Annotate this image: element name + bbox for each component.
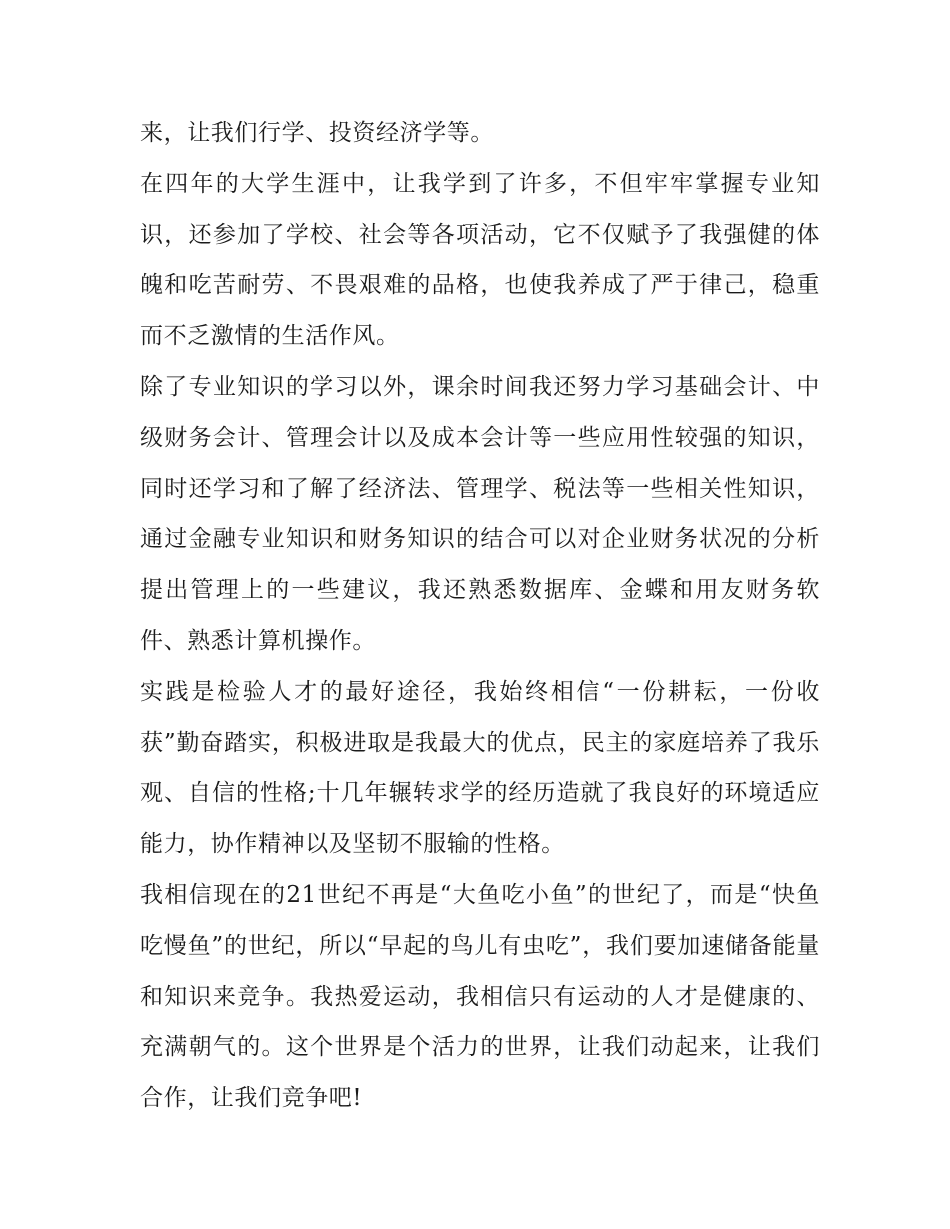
document-body <box>140 108 820 1124</box>
paragraph-intro-fragment: 来，让我们行学、投资经济学等。 <box>140 120 494 146</box>
paragraph-practice-character: 实践是检验人才的最好途径，我始终相信“一份耕耘，一份收获”勤奋踏实，积极进取是我最大的优点，民主的家庭培养了我乐观、自信的性格;十几年辗转求学的经历造就了我良好的环境适应能力，协作精神以及坚韧不服输的性格。 <box>140 678 820 858</box>
paragraph-university-life: 在四年的大学生涯中，让我学到了许多，不但牢牢掌握专业知识，还参加了学校、社会等各项活动，它不仅赋予了我强健的体魄和吃苦耐劳、不畏艰难的品格，也使我养成了严于律己，稳重而不乏激情的生活作风。 <box>140 170 820 350</box>
paragraph-competition-closing: 我相信现在的21世纪不再是“大鱼吃小鱼”的世纪了，而是“快鱼吃慢鱼”的世纪，所以“早起的鸟儿有虫吃”，我们要加速储备能量和知识来竞争。我热爱运动，我相信只有运动的人才是健康的、充满朝气的。这个世界是个活力的世界，让我们动起来，让我们合作，让我们竞争吧! <box>140 881 820 1112</box>
paragraph-professional-skills: 除了专业知识的学习以外，课余时间我还努力学习基础会计、中级财务会计、管理会计以及成本会计等一些应用性较强的知识，同时还学习和了解了经济法、管理学、税法等一些相关性知识，通过金融专业知识和财务知识的结合可以对企业财务状况的分析提出管理上的一些建议，我还熟悉数据库、金蝶和用友财务软件、熟悉计算机操作。 <box>140 373 820 654</box>
